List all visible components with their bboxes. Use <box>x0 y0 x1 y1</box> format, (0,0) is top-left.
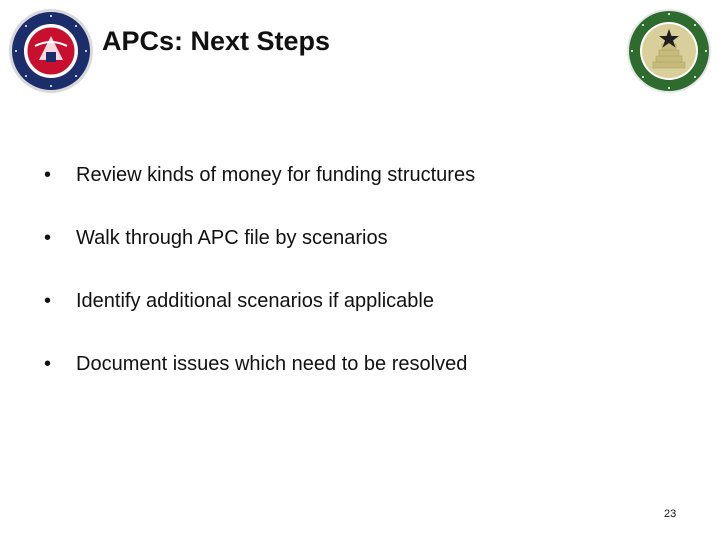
army-financial-management-seal-logo <box>626 8 712 94</box>
bullet-text: Walk through APC file by scenarios <box>76 227 388 249</box>
page-number: 23 <box>664 508 677 520</box>
bullet-text: Identify additional scenarios if applicable <box>76 290 434 312</box>
bullet-item <box>44 155 475 195</box>
bullet-dot: • <box>44 353 52 375</box>
bullet-item <box>44 218 475 258</box>
bullet-dot: • <box>44 164 52 186</box>
bullet-item <box>44 344 475 384</box>
bullet-dot: • <box>44 290 52 312</box>
bullet-dot: • <box>44 227 52 249</box>
slide-title: APCs: Next Steps <box>102 26 331 56</box>
army-secretary-seal-logo <box>8 8 94 94</box>
bullet-text: Document issues which need to be resolved <box>76 353 468 375</box>
bullet-text: Review kinds of money for funding structures <box>76 164 476 186</box>
bullet-list <box>44 155 475 407</box>
bullet-item <box>44 281 475 321</box>
